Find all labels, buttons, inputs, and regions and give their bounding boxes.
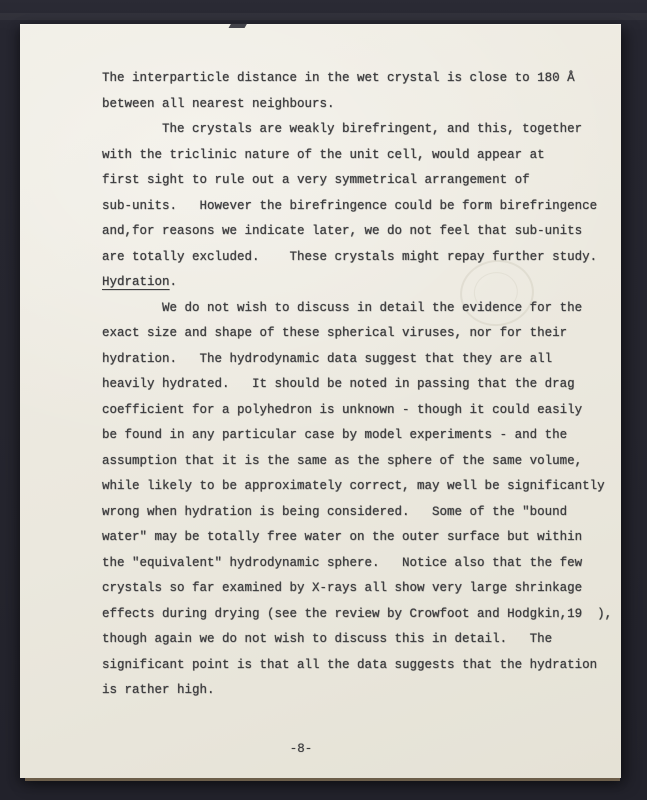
text-line: between all nearest neighbours.: [102, 96, 335, 111]
text-line: though again we do not wish to discuss this in detail. The: [102, 632, 553, 646]
page-number: -8-: [289, 742, 313, 756]
backing-mat-seam: [0, 13, 647, 20]
text-line: heavily hydrated. It should be noted in passing that the drag: [102, 377, 575, 391]
document-page: [20, 24, 621, 778]
text-line: assumption that it is the same as the sphere of the same volume,: [102, 453, 583, 468]
text-line: wrong when hydration is being considered. Some of the "bound: [102, 504, 568, 519]
text-line: water" may be totally free water on the outer surface but within: [102, 530, 583, 544]
section-heading-underlined-text: Hydration: [102, 275, 170, 289]
text-line: first sight to rule out a very symmetrical arrangement of: [102, 173, 530, 187]
paper-edge-notch: [229, 23, 248, 28]
text-line: We do not wish to discuss in detail the evidence for the: [102, 300, 583, 315]
text-line: are totally excluded. These crystals might repay further study.: [102, 249, 598, 264]
text-line: and,for reasons we indicate later, we do not feel that sub-units: [102, 224, 583, 238]
text-line: be found in any particular case by model experiments - and the: [102, 428, 568, 442]
text-line: the "equivalent" hydrodynamic sphere. Notice also that the few: [102, 555, 583, 570]
text-line: with the triclinic nature of the unit cell, would appear at: [102, 147, 545, 162]
text-line: coefficient for a polyhedron is unknown - though it could easily: [102, 402, 583, 417]
text-line: The interparticle distance in the wet crystal is close to 180 Å: [102, 71, 575, 85]
text-line: exact size and shape of these spherical viruses, nor for their: [102, 326, 568, 340]
text-line: sub-units. However the birefringence could be form birefringence: [102, 198, 598, 213]
typewritten-text: [102, 66, 612, 704]
text-line: The crystals are weakly birefringent, and this, together: [102, 122, 583, 136]
text-line: hydration. The hydrodynamic data suggest that they are all: [102, 351, 553, 366]
text-line: while likely to be approximately correct, may well be significantly: [102, 479, 605, 493]
text-line: effects during drying (see the review by Crowfoot and Hodgkin,19 ),: [102, 606, 613, 621]
section-heading: Hydration.: [102, 275, 178, 289]
text-line: crystals so far examined by X-rays all show very large shrinkage: [102, 581, 583, 595]
text-line: is rather high.: [102, 683, 215, 697]
text-line: significant point is that all the data suggests that the hydration: [102, 657, 598, 672]
